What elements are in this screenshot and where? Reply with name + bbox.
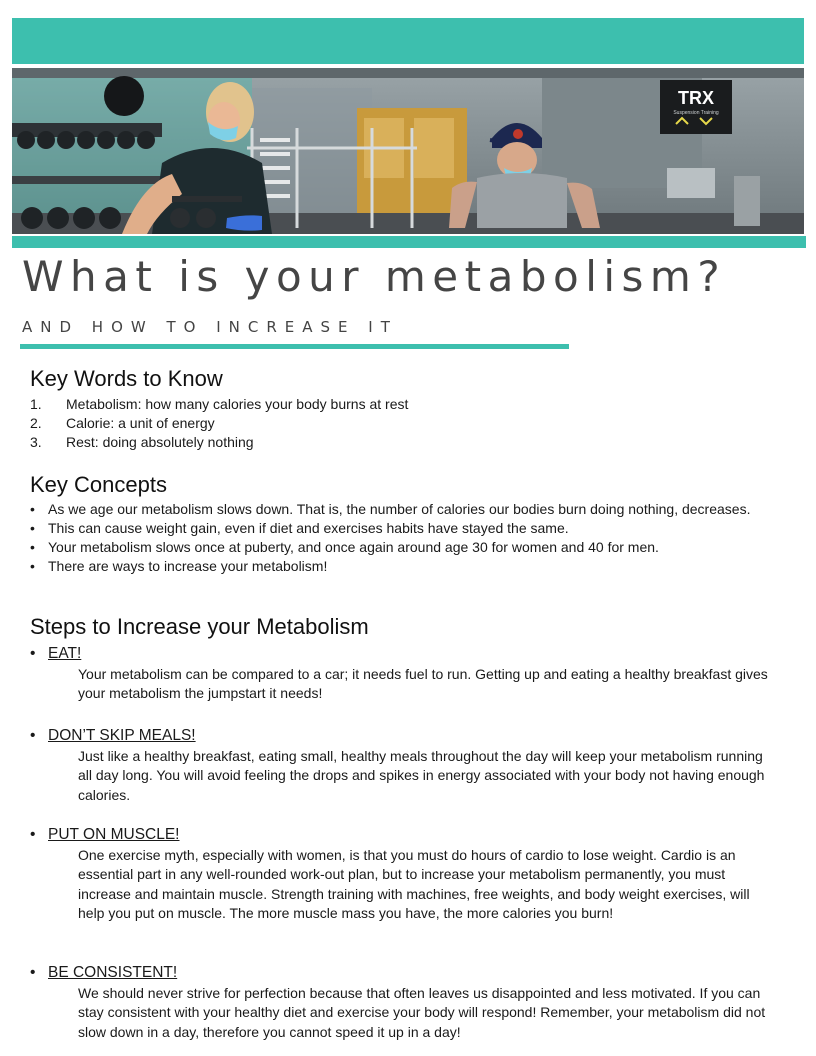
list-item-text: There are ways to increase your metabolism! (48, 558, 328, 574)
gym-photo (12, 68, 804, 234)
step-title: DON’T SKIP MEALS! (48, 727, 196, 744)
step-title: BE CONSISTENT! (48, 964, 178, 981)
step-dont-skip-meals (30, 726, 770, 805)
list-item (30, 395, 408, 414)
list-number: 3. (30, 434, 42, 450)
trx-sign-subtext: Suspension Training (673, 110, 719, 116)
list-item-text: Calorie: a unit of energy (66, 415, 215, 431)
step-body: Just like a healthy breakfast, eating small, healthy meals throughout the day will keep your metabolism running all day long. You will avoid feeling the drops and spikes in energy associated with your body not having enough calories. (78, 747, 765, 803)
title-underline (20, 344, 569, 349)
key-concepts-list (30, 500, 760, 576)
trx-sign-text: TRX (678, 88, 714, 108)
step-title: EAT! (48, 645, 82, 662)
step-body: One exercise myth, especially with women, is that you must do hours of cardio to lose weight. Cardio is an essential part in any well-rounded work-out plan, but to increase your metabolism permanently, you must increase and maintain muscle. Strength training with machines, free weights, and body weight exercises, will help you put on muscle. The more muscle mass you have, the more calories you burn! (78, 846, 750, 921)
list-item (30, 557, 760, 576)
page-subtitle: AND HOW TO INCREASE IT (22, 318, 398, 336)
list-number: 1. (30, 396, 42, 412)
step-title: PUT ON MUSCLE! (48, 826, 180, 843)
step-eat (30, 644, 770, 704)
key-concepts-heading: Key Concepts (30, 472, 167, 497)
list-item (30, 500, 760, 519)
page-title: What is your metabolism? (22, 252, 727, 301)
list-number: 2. (30, 415, 42, 431)
list-item (30, 414, 408, 433)
bullet-glyph: • (30, 501, 35, 517)
step-be-consistent (30, 963, 770, 1042)
key-words-heading: Key Words to Know (30, 366, 223, 391)
list-item-text: This can cause weight gain, even if diet and exercises habits have stayed the same. (48, 520, 569, 536)
step-body: Your metabolism can be compared to a car; it needs fuel to run. Getting up and eating a healthy breakfast gives your metabolism the jumpstart it needs! (78, 665, 768, 701)
bullet-glyph: • (30, 964, 36, 981)
key-words-list (30, 395, 408, 452)
bullet-glyph: • (30, 826, 36, 843)
list-item-text: Metabolism: how many calories your body burns at rest (66, 396, 409, 412)
steps-heading: Steps to Increase your Metabolism (30, 614, 369, 639)
step-body: We should never strive for perfection because that often leaves us disappointed and less motivated. If you can stay consistent with your healthy diet and exercise your body will respond! Remember, your metabolism did not slow down in a day, therefore you cannot speed it up in a day! (78, 984, 766, 1040)
list-item-text: Your metabolism slows once at puberty, and once again around age 30 for women and 40 for men. (48, 539, 659, 555)
step-put-on-muscle (30, 825, 770, 924)
list-item (30, 519, 760, 538)
bullet-glyph: • (30, 558, 35, 574)
bullet-glyph: • (30, 727, 36, 744)
top-accent-band (12, 18, 804, 64)
list-item (30, 433, 408, 452)
list-item (30, 538, 760, 557)
gym-photo-illustration (12, 68, 804, 234)
bullet-glyph: • (30, 520, 35, 536)
bullet-glyph: • (30, 539, 35, 555)
bottom-accent-band (12, 236, 806, 248)
bullet-glyph: • (30, 645, 36, 662)
list-item-text: Rest: doing absolutely nothing (66, 434, 254, 450)
list-item-text: As we age our metabolism slows down. That is, the number of calories our bodies burn doing nothing, decreases. (48, 501, 751, 517)
